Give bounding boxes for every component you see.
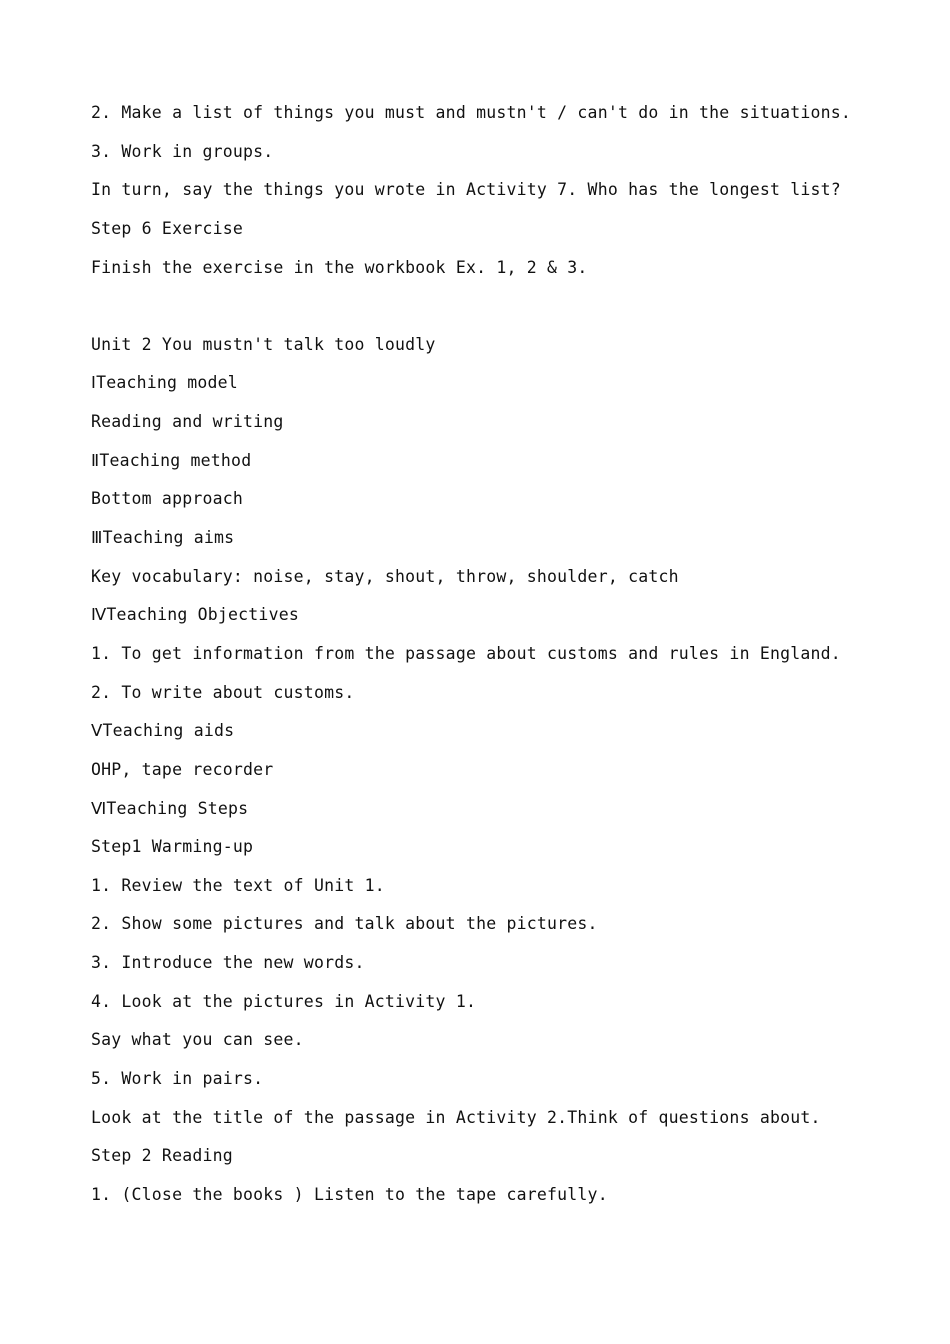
section-heading: ⅠTeaching model [91,373,238,393]
text-line: 2. Show some pictures and talk about the pictures. [91,914,598,934]
text-line: 1. To get information from the passage about customs and rules in England. [91,643,841,663]
text-line: 3. Introduce the new words. [91,953,365,973]
text-line: Reading and writing [91,412,284,432]
text-line: OHP, tape recorder [91,759,274,779]
text-line: Finish the exercise in the workbook Ex. 1, 2 & 3. [91,257,588,277]
unit-title: Unit 2 You mustn't talk too loudly [91,334,436,354]
section-heading: ⅢTeaching aims [91,528,235,548]
text-line: Look at the title of the passage in Activity 2.Think of questions about. [91,1107,821,1127]
text-line: 1. Review the text of Unit 1. [91,875,385,895]
section-heading: Step1 Warming-up [91,837,254,857]
document-body [91,101,931,1222]
text-line: In turn, say the things you wrote in Activity 7. Who has the longest list? [91,180,841,200]
section-heading: ⅥTeaching Steps [91,798,249,818]
text-line: 5. Work in pairs. [91,1069,264,1089]
section-heading: Step 6 Exercise [91,218,244,238]
text-line: 2. Make a list of things you must and mustn't / can't do in the situations. [91,103,852,122]
text-line: 4. Look at the pictures in Activity 1. [91,991,477,1011]
text-line: Say what you can see. [91,1030,304,1050]
text-line: 1. (Close the books ) Listen to the tape carefully. [91,1184,608,1204]
section-heading: ⅣTeaching Objectives [91,605,299,625]
text-line: 2. To write about customs. [91,682,355,702]
section-heading: ⅤTeaching aids [91,721,235,741]
text-line: Key vocabulary: noise, stay, shout, throw, shoulder, catch [91,566,679,586]
text-line: 3. Work in groups. [91,141,274,161]
text-line: Bottom approach [91,489,244,509]
blank-line [91,294,931,333]
section-heading: Step 2 Reading [91,1146,233,1166]
section-heading: ⅡTeaching method [91,450,252,470]
